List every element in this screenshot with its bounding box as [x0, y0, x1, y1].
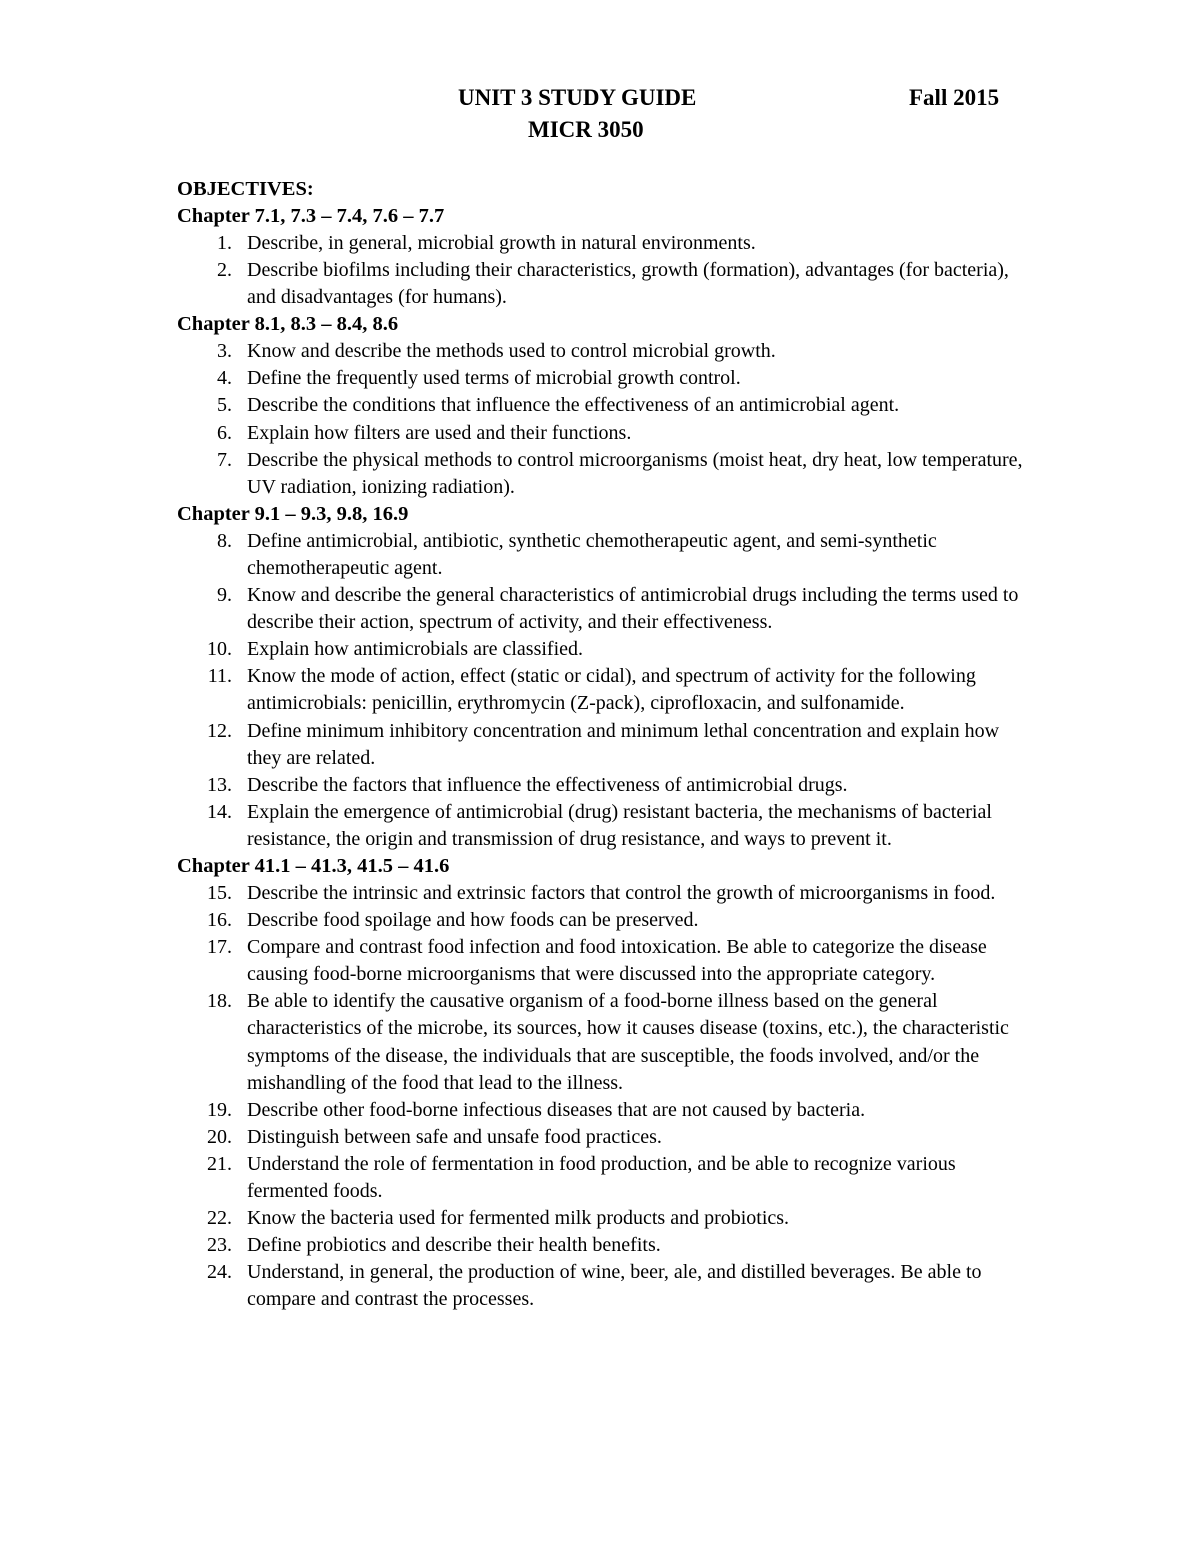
objective-item — [177, 447, 1037, 501]
objective-text: Be able to identify the causative organism of a food-borne illness based on the general characteristics of the microbe, its sources, how it causes disease (toxins, etc.), the characteristic symptoms of the disease, the individuals that are susceptible, the foods involved, and/or the mishandling of the food that lead to the illness. — [247, 990, 1009, 1094]
objective-text: Compare and contrast food infection and food intoxication. Be able to categorize the disease causing food-borne microorganisms that were discussed into the appropriate category. — [247, 936, 987, 986]
objective-item — [177, 718, 1037, 772]
objective-item — [177, 420, 1037, 447]
objective-item — [177, 663, 1037, 717]
objective-number: 13. — [207, 773, 232, 796]
objective-item — [177, 230, 1037, 257]
objective-text: Describe the intrinsic and extrinsic factors that control the growth of microorganisms in food. — [247, 881, 996, 904]
objective-number: 16. — [207, 909, 232, 932]
objective-list — [177, 880, 1037, 1314]
objective-number: 9. — [217, 584, 232, 607]
objective-text: Describe the physical methods to control microorganisms (moist heat, dry heat, low temperature, UV radiation, ionizing radiation). — [247, 448, 1023, 498]
objective-item — [177, 1259, 1037, 1313]
objective-item — [177, 1232, 1037, 1259]
objective-item — [177, 772, 1037, 799]
objective-number: 5. — [217, 394, 232, 417]
objective-text: Understand the role of fermentation in food production, and be able to recognize various fermented foods. — [247, 1152, 956, 1202]
objective-text: Describe other food-borne infectious diseases that are not caused by bacteria. — [247, 1098, 866, 1121]
chapter-heading: Chapter 41.1 – 41.3, 41.5 – 41.6 — [177, 854, 450, 877]
chapter-section — [177, 853, 1037, 1314]
chapter-heading: Chapter 8.1, 8.3 – 8.4, 8.6 — [177, 313, 399, 336]
objective-number: 12. — [207, 719, 232, 742]
objective-text: Define antimicrobial, antibiotic, synthetic chemotherapeutic agent, and semi-synthetic chemotherapeutic agent. — [247, 529, 937, 579]
objective-number: 7. — [217, 448, 232, 471]
objective-text: Describe food spoilage and how foods can be preserved. — [247, 909, 699, 932]
objective-text: Know the mode of action, effect (static or cidal), and spectrum of activity for the following antimicrobials: penicillin, erythromycin (Z-pack), ciprofloxacin, and sulfonamide. — [247, 665, 976, 715]
objective-item — [177, 257, 1037, 311]
objective-item — [177, 528, 1037, 582]
objectives-heading: OBJECTIVES: — [177, 178, 314, 200]
objective-item — [177, 1205, 1037, 1232]
objective-number: 19. — [207, 1098, 232, 1121]
objective-number: 20. — [207, 1125, 232, 1148]
objective-item — [177, 934, 1037, 988]
objective-number: 22. — [207, 1207, 232, 1230]
objective-number: 21. — [207, 1152, 232, 1175]
objective-list — [177, 528, 1037, 853]
objective-item — [177, 880, 1037, 907]
objective-text: Describe the factors that influence the effectiveness of antimicrobial drugs. — [247, 773, 848, 796]
objective-text: Define the frequently used terms of microbial growth control. — [247, 367, 741, 390]
objective-text: Define probiotics and describe their health benefits. — [247, 1234, 661, 1257]
objective-number: 24. — [207, 1261, 232, 1284]
objective-number: 6. — [217, 421, 232, 444]
document-title: UNIT 3 STUDY GUIDE — [458, 85, 697, 110]
objective-item — [177, 799, 1037, 853]
objective-text: Know and describe the methods used to control microbial growth. — [247, 340, 776, 363]
objectives-body — [177, 176, 1037, 1313]
chapter-section — [177, 311, 1037, 501]
objective-list — [177, 230, 1037, 311]
objective-text: Explain how antimicrobials are classified. — [247, 638, 584, 661]
term-label: Fall 2015 — [909, 85, 1000, 110]
objective-item — [177, 582, 1037, 636]
chapter-heading: Chapter 9.1 – 9.3, 9.8, 16.9 — [177, 502, 409, 525]
objective-number: 11. — [207, 665, 232, 688]
objective-item — [177, 365, 1037, 392]
objective-number: 23. — [207, 1234, 232, 1257]
objective-item — [177, 988, 1037, 1096]
objective-item — [177, 636, 1037, 663]
objective-number: 15. — [207, 881, 232, 904]
objective-text: Distinguish between safe and unsafe food practices. — [247, 1125, 662, 1148]
objective-item — [177, 1097, 1037, 1124]
objective-item — [177, 1124, 1037, 1151]
chapter-section — [177, 203, 1037, 311]
objective-number: 14. — [207, 800, 232, 823]
objective-text: Know and describe the general characteristics of antimicrobial drugs including the terms used to describe their action, spectrum of activity, and their effectiveness. — [247, 584, 1019, 634]
chapter-heading: Chapter 7.1, 7.3 – 7.4, 7.6 – 7.7 — [177, 205, 445, 227]
objective-number: 1. — [217, 232, 232, 254]
objective-item — [177, 1151, 1037, 1205]
objective-number: 10. — [207, 638, 232, 661]
chapter-section — [177, 501, 1037, 853]
objective-list — [177, 338, 1037, 501]
objective-number: 2. — [217, 259, 232, 282]
objective-item — [177, 907, 1037, 934]
objective-text: Understand, in general, the production of wine, beer, ale, and distilled beverages. Be able to compare and contrast the processes. — [247, 1261, 982, 1311]
objective-text: Define minimum inhibitory concentration and minimum lethal concentration and explain how they are related. — [247, 719, 1000, 769]
objective-number: 17. — [207, 936, 232, 959]
course-code: MICR 3050 — [528, 117, 644, 142]
objective-number: 4. — [217, 367, 232, 390]
objective-number: 18. — [207, 990, 232, 1013]
objective-item — [177, 338, 1037, 365]
objective-text: Explain the emergence of antimicrobial (drug) resistant bacteria, the mechanisms of bacterial resistance, the origin and transmission of drug resistance, and ways to prevent it. — [247, 800, 992, 850]
objective-text: Describe, in general, microbial growth in natural environments. — [247, 232, 756, 254]
objective-number: 3. — [217, 340, 232, 363]
objective-number: 8. — [217, 529, 232, 552]
objective-text: Describe the conditions that influence the effectiveness of an antimicrobial agent. — [247, 394, 900, 417]
objective-text: Describe biofilms including their characteristics, growth (formation), advantages (for bacteria), and disadvantages (for humans). — [247, 259, 1009, 309]
objective-item — [177, 392, 1037, 419]
objective-text: Know the bacteria used for fermented milk products and probiotics. — [247, 1207, 790, 1230]
objective-text: Explain how filters are used and their functions. — [247, 421, 632, 444]
